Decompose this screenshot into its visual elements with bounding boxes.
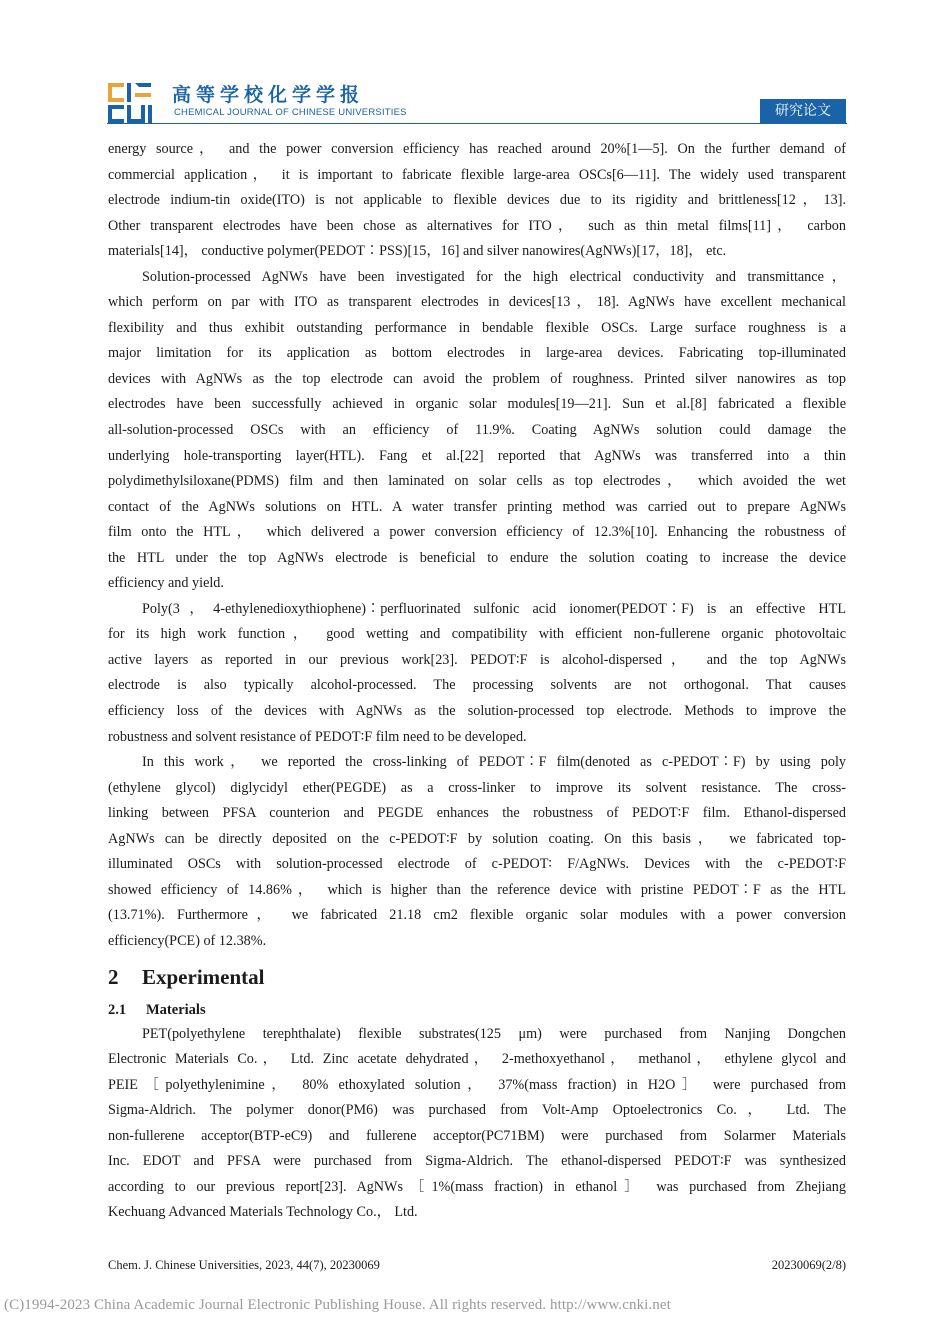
header-divider <box>107 123 847 124</box>
text-line: In this work， we reported the cross-linking of PEDOT∶F film(denoted as c-PEDOT∶F) by using poly <box>142 754 846 771</box>
journal-title-en: CHEMICAL JOURNAL OF CHINESE UNIVERSITIES <box>174 107 407 118</box>
journal-logo-icon <box>107 82 157 124</box>
text-line: showed efficiency of 14.86%， which is higher than the reference device with pristine PEDOT∶F as the HTL <box>108 881 846 898</box>
text-line: for its high work function， good wetting and compatibility with efficient non-fullerene organic photovoltaic <box>108 626 846 643</box>
text-line: underlying hole-transporting layer(HTL). Fang et al.[22] reported that AgNWs was transferred into a thin <box>108 447 846 464</box>
text-line: electrode indium-tin oxide(ITO) is not applicable to flexible devices due to its rigidity and brittleness[12，13]. <box>108 192 846 209</box>
text-line: flexibility and thus exhibit outstanding performance in bendable flexible OSCs. Large surface roughness is a <box>108 319 846 336</box>
text-line: Kechuang Advanced Materials Technology Co.， Ltd. <box>108 1204 418 1221</box>
text-line: linking between PFSA counterion and PEGDE enhances the robustness of PEDOT∶F film. Ethanol-dispersed <box>108 805 846 822</box>
text-line: materials[14]， conductive polymer(PEDOT∶PSS)[15，16] and silver nanowires(AgNWs)[17，18]， etc. <box>108 243 727 260</box>
intro-paragraph <box>108 265 846 597</box>
section-title: Experimental <box>142 964 265 989</box>
text-line: all-solution-processed OSCs with an efficiency of 11.9%. Coating AgNWs solution could damage the <box>108 422 846 439</box>
text-line: electrodes have been successfully achieved in organic solar modules[19—21]. Sun et al.[8] fabricated a flexible <box>108 396 846 413</box>
text-line: Inc. EDOT and PFSA were purchased from Sigma-Aldrich. The ethanol-dispersed PEDOT∶F was synthesized <box>108 1153 846 1170</box>
article-body <box>108 137 846 1226</box>
text-line: Sigma-Aldrich. The polymer donor(PM6) was purchased from Volt-Amp Optoelectronics Co.， Ltd. The <box>108 1102 846 1119</box>
text-line: non-fullerene acceptor(BTP-eC9) and fullerene acceptor(PC71BM) were purchased from Solarmer Materials <box>108 1127 846 1144</box>
text-line: efficiency loss of the devices with AgNWs as the solution-processed top electrode. Methods to improve the <box>108 703 846 720</box>
copyright-notice: (C)1994-2023 China Academic Journal Electronic Publishing House. All rights reserved. http://www.cnki.net <box>4 1297 671 1313</box>
text-line: Other transparent electrodes have been chose as alternatives for ITO， such as thin metal films[11]， carbon <box>108 217 846 234</box>
subsection-title: Materials <box>146 1001 206 1018</box>
text-line: contact of the AgNWs solutions on HTL. A water transfer printing method was carried out to prepare AgNWs <box>108 498 846 515</box>
page-header <box>0 0 950 130</box>
intro-paragraph <box>108 597 846 750</box>
text-line: electrode is also typically alcohol-processed. The processing solvents are not orthogonal. That causes <box>108 677 846 694</box>
text-line: Electronic Materials Co.， Ltd. Zinc acetate dehydrated， 2-methoxyethanol， methanol， ethylene glycol and <box>108 1051 846 1068</box>
text-line: AgNWs can be directly deposited on the c-PEDOT∶F by solution coating. On this basis， we fabricated top- <box>108 830 846 847</box>
footer-page-number: 20230069(2/8) <box>771 1258 846 1272</box>
text-line: major limitation for its application as bottom electrodes in large-area devices. Fabricating top-illuminated <box>108 345 846 362</box>
footer-citation: Chem. J. Chinese Universities, 2023, 44(7), 20230069 <box>108 1258 380 1272</box>
text-line: the HTL under the top AgNWs electrode is beneficial to endure the solution coating to increase the device <box>108 549 846 566</box>
text-line: Solution-processed AgNWs have been investigated for the high electrical conductivity and transmittance， <box>142 268 846 285</box>
text-line: efficiency(PCE) of 12.38%. <box>108 932 267 949</box>
text-line: robustness and solvent resistance of PEDOT∶F film need to be developed. <box>108 728 527 745</box>
materials-paragraph <box>108 1022 846 1226</box>
subsection-number: 2.1 <box>108 1001 127 1018</box>
text-line: film onto the HTL， which delivered a power conversion efficiency of 12.3%[10]. Enhancing the robustness of <box>108 524 846 541</box>
text-line: energy source， and the power conversion efficiency has reached around 20%[1—5]. On the further demand of <box>108 141 846 157</box>
subsection-heading <box>108 998 846 1022</box>
text-line: efficiency and yield. <box>108 575 224 592</box>
intro-paragraph <box>108 750 846 954</box>
text-line: Poly(3，4-ethylenedioxythiophene)∶perfluorinated sulfonic acid ionomer(PEDOT∶F) is an effective HTL <box>142 600 846 617</box>
text-line: (ethylene glycol) diglycidyl ether(PEGDE) as a cross-linker to improve its solvent resistance. The cross- <box>108 779 846 796</box>
text-line: which perform on par with ITO as transparent electrodes in devices[13，18]. AgNWs have excellent mechanical <box>108 294 846 311</box>
text-line: active layers as reported in our previous work[23]. PEDOT∶F is alcohol-dispersed， and the top AgNWs <box>108 651 846 668</box>
journal-title-cn: 高等学校化学学报 <box>172 84 365 106</box>
section-heading <box>108 962 846 992</box>
text-line: PEIE［polyethylenimine， 80% ethoxylated solution， 37%(mass fraction) in H2O］ were purchased from <box>108 1076 846 1093</box>
text-line: (13.71%). Furthermore， we fabricated 21.18 cm2 flexible organic solar modules with a power conversion <box>108 907 846 924</box>
section-number: 2 <box>108 964 119 989</box>
intro-paragraph <box>108 137 846 265</box>
text-line: commercial application， it is important to fabricate flexible large-area OSCs[6—11]. The widely used transparent <box>108 166 846 183</box>
text-line: PET(polyethylene terephthalate) flexible substrates(125 μm) were purchased from Nanjing Dongchen <box>142 1025 846 1042</box>
text-line: illuminated OSCs with solution-processed electrode of c-PEDOT∶ F/AgNWs. Devices with the c-PEDOT∶F <box>108 856 846 873</box>
article-category-badge: 研究论文 <box>760 99 846 123</box>
text-line: polydimethylsiloxane(PDMS) film and then laminated on solar cells as top electrodes， which avoided the wet <box>108 473 846 490</box>
text-line: devices with AgNWs as the top electrode can avoid the problem of roughness. Printed silver nanowires as top <box>108 370 846 387</box>
text-line: according to our previous report[23]. AgNWs［1%(mass fraction) in ethanol］ was purchased from Zhejiang <box>108 1178 846 1195</box>
